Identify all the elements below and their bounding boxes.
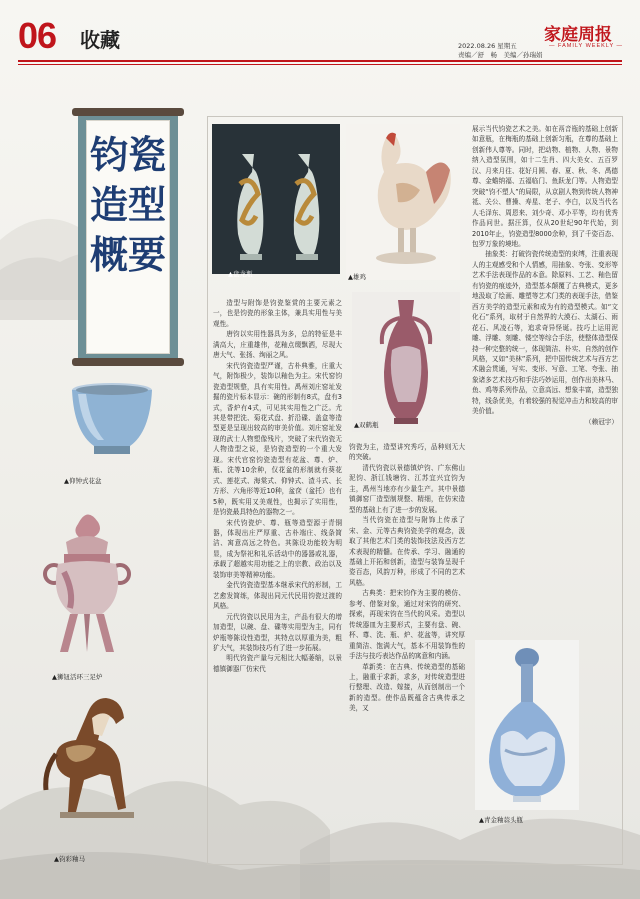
paragraph: 宋代钧瓷炉、尊、瓶等造型源于青铜器，体现出庄严厚重、古朴端庄、线条简洁、寓意高远之特色。其陈设功能较为明显，成为祭祀和礼乐活动中的器器或礼器，承载了超越实用功能之上的宗教、政治以及装饰审美等精神功能。 xyxy=(213,518,342,579)
article-column-2 xyxy=(349,442,465,854)
photo-shuanghe-vase xyxy=(352,292,460,432)
photo-yangzhong-flowerpot xyxy=(64,380,160,468)
caption-shiniu: ▲狮钮活环三足炉 xyxy=(52,673,103,681)
editor-credits: 责编／舒 畅 美编／孙瑞娟 xyxy=(458,51,543,59)
photo-glazed-horse xyxy=(36,690,148,822)
paragraph: 钧瓷为主，造型讲究秀巧，品种则无大的突破。 xyxy=(349,443,465,462)
article-column-3 xyxy=(472,124,618,634)
paragraph: 元代钧瓷以民用为主，产品有很大的增加造型，以碗、盘、碟等实用型为主，同有炉瓶等陈设性造型，其特点以厚重为美，粗犷大气，其装饰技巧有了进一步拓展。 xyxy=(213,612,342,652)
newspaper-logo: 家庭周报 xyxy=(544,25,612,45)
paragraph: 古典类：把宋钧作为主要的模仿、参考、借鉴对象，通过对宋钧的研究、探索，再现宋钧在当代的风采。造型以传统器皿为主要形式，主要有盘、碗、杯、尊、洗、瓶、炉、花盆等，讲究厚重简洁、饱满大气，基本不用装饰性的手法与技巧表达作品的寓意和内涵。 xyxy=(349,589,465,661)
issue-meta xyxy=(458,42,543,60)
paragraph: 革新类：在古典、传统造型的基础上，融重于求新，求多，对传统造型进行整理、改造、嫁接，从而创制出一个新的造型。使作品既蕴含古典传承之美，又 xyxy=(349,662,465,713)
photo-lion-censer xyxy=(40,502,134,662)
paragraph: 当代钧瓷在造型与附饰上传承了宋、金、元等古典钧瓷美学的观念，汲取了其他艺术门类的装饰技法及西方艺术表现的精髓。在传承、学习、融通的基础上开拓和创新，造型与装饰呈现千姿百态，风韵万种，形成了不同的艺术风格。 xyxy=(349,516,465,587)
scroll-rod-bottom xyxy=(72,358,184,366)
photo-rooster xyxy=(346,124,460,280)
caption-shuanghe: ▲双鹤瓶 xyxy=(354,421,379,429)
caption-yangzhong: ▲仰钟式花盆 xyxy=(64,477,102,485)
article-column-1 xyxy=(213,298,342,850)
paragraph: 唐钧以实用性器具为多，总的特征是丰满高大，庄重雄伟，花釉点缀飘洒，尽现大唐大气、张扬、绚丽之风。 xyxy=(213,330,342,360)
page-number: 06 xyxy=(18,15,57,56)
photo-panlong-vase xyxy=(212,124,340,274)
paragraph: 抽象类：打破钧瓷传统造型的束缚，注重表现人的主观感受和个人情感，用抽象、夸张、变形等艺术手法表现作品的本意。除原料、工艺、釉色留有钧瓷的痕迹外，造型基本颠覆了古典模式，更多地汲取了绘画、雕塑等艺术门类的表现手法，借鉴西方美学的造型元素和成为有的造型模式。如“文化石”系列，取材于自然界的大漠石、太湖石、雨花石、风凌石等，追求奇异怪诞。技巧上运用泥雕、浮雕、刻雕、镂空等综合手法，使整体造型保持一种完整的统一，体现简洁、朴实、自然的创作风格，又如“美林”系列，把中国传统艺术与西方艺术融会贯通，写实、变形、写意、工笔、夸张、抽象诸多艺术技巧和手法巧妙运用，创作出美林马、鱼、鸡等系列作品，立意高远、想象丰富，造型独特，线条优美，有着较强的视觉冲击力和较高的审美价值。 xyxy=(472,250,618,416)
photo-garlic-vase xyxy=(475,640,579,810)
article-author: （赖冠宇） xyxy=(585,417,618,426)
paragraph: 展示当代钧瓷艺术之美。如在鬲音瓶的基础上创新如意瓶，在梅瓶的基础上创新匀瓶，在尊的基础上创新伟人尊等。同时，把动物、植物、人物、景物纳入造型氛围，如十二生肖、四大美女、五百罗汉、月来月往、花好月圆、春、夏、秋、冬、禹德尊、金蟾纳福、五福临门、鱼跃龙门等。人物造型突破“钧不塑人”的局限，从京剧人物到传统人物神祗、关公、曹操、寿星、老子、李白，以及当代名人毛泽东、周恩来、刘少奇、邓小平等，均有优秀作品问世。据汪算，仅从20世纪90年代始，到2010年止，钧瓷造型8000余种，到了千姿百态、包罗万象的境地。 xyxy=(472,125,618,248)
title-scroll xyxy=(72,108,184,366)
caption-qingjin: ▲青金釉蒜头瓶 xyxy=(479,816,523,824)
header-rule xyxy=(18,60,622,62)
scroll-rod-top xyxy=(72,108,184,116)
paragraph: 造型与附饰是钧瓷鉴赏的主要元素之一，也是钧瓷的形象主体，兼具实用性与美观性。 xyxy=(213,299,342,328)
article-title: 钧瓷造型概要 xyxy=(89,133,166,277)
paragraph: 宋代钧瓷造型严谨，古朴典雅，庄重大气，附饰极少，装饰以釉色为主。宋代窑钧瓷造型规整，具有实用性。禹州刘庄窑址发掘的瓷片标本显示：碗的形制有8式，盘有3式，香炉有4式，可见其实用性之广泛。尤其是带把洗、菊花式盘、折沿碟、盖盒等造型更是呈现出较高的审美价值。刘庄窑址发现的武士人物塑像残片，突破了宋代钧瓷无人物造型之说，是钧瓷造型的一个重大发现。宋代官窑钧瓷造型有花盆、尊、炉、瓶、洗等10余种，仅花盆的形制就有葵花式、莲花式、海棠式、仰钟式、渣斗式、长方形、六角形等近10种，盆奁（盆托）也有5种，既实用又美观性，也揭示了实用性，是钧瓷最具特色的器物之一。 xyxy=(213,361,342,517)
paragraph: 明代钧瓷产量与元相比大幅萎缩，以景德镇御器厂仿宋代 xyxy=(213,654,342,673)
caption-xiongji: ▲雄鸡 xyxy=(348,273,366,281)
paragraph: 金代钧瓷造型基本继承宋代的形制，工艺愈发简练，体现出同元代民用钧瓷过渡的风格。 xyxy=(213,581,342,611)
header-rule-thin xyxy=(18,64,622,65)
section-name: 收藏 xyxy=(80,28,120,52)
caption-panlong: ▲盘龙瓶 xyxy=(228,270,253,278)
issue-date: 2022.08.26 星期五 xyxy=(458,42,517,50)
caption-ma: ▲钧彩釉马 xyxy=(54,855,85,863)
paragraph: 清代钧瓷以景德镇炉钧、广东佛山泥钧、浙江钱塘钧、江苏宜兴宜钧为主，禹州当地亦有少量生产。其中景德镇御窑厂造型制规整、精细，在仿宋造型的基础上有了进一步的发展。 xyxy=(349,463,465,514)
newspaper-logo-english: — FAMILY WEEKLY — xyxy=(549,43,624,49)
